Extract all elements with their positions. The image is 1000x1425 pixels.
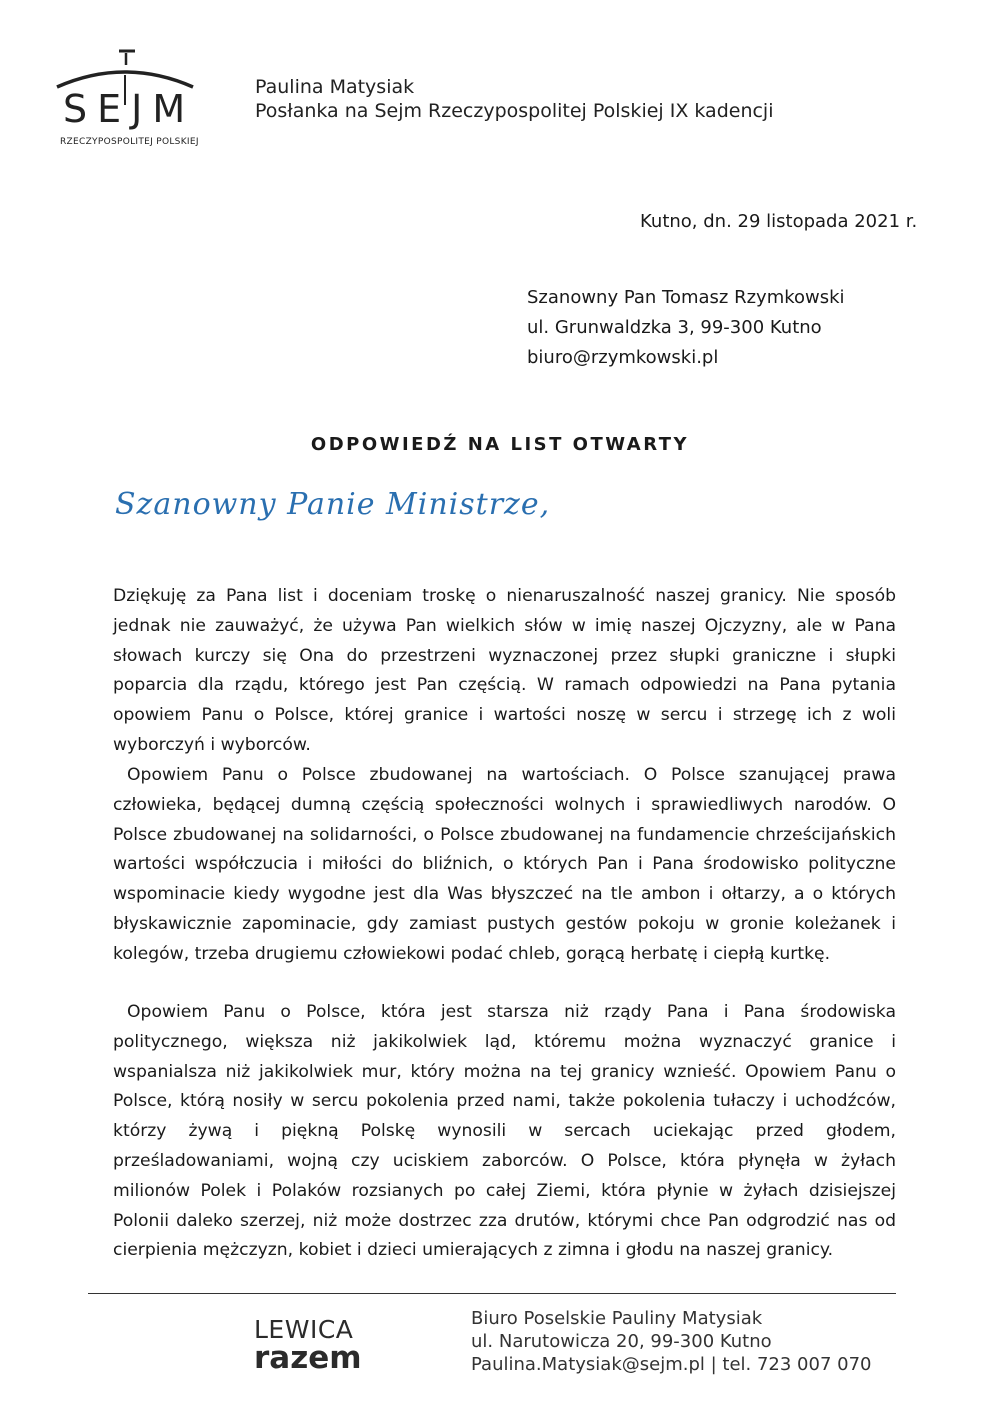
- date-line: Kutno, dn. 29 listopada 2021 r.: [640, 211, 918, 232]
- body-paragraph-3: Opowiem Panu o Polsce, która jest starsza niż rządy Pana i Pana środowiska politycznego, większa niż jakikolwiek ląd, któremu można wyznaczyć granice i wspanialsza niż jakikolwiek mur, który można na tej granicy wznieść. Opowiem Panu o Polsce, którą nosiły w sercu pokolenia przed nami, także pokolenia tułaczy i uchodźców, którzy żywą i piękną Polskę wynosili w sercach uciekając przed głodem, prześladowaniami, wojną czy uciskiem zaborców. O Polsce, która płynęła w żyłach milionów Polek i Polaków rozsianych po całej Ziemi, która płynie w żyłach dzisiejszej Polonii daleko szerzej, niż może dostrzec zza drutów, którymi chce Pan odgrodzić nas od cierpienia mężczyzn, kobiet i dzieci umierających z zimna i głodu na naszej granicy.: [113, 1002, 896, 1261]
- recipient-email: biuro@rzymkowski.pl: [527, 347, 719, 368]
- handwritten-greeting: Szanowny Panie Ministrze,: [115, 487, 551, 522]
- office-street: ul. Narutowicza 20, 99-300 Kutno: [471, 1331, 772, 1352]
- body-paragraph-1: Dziękuję za Pana list i doceniam troskę o nienaruszalność naszej granicy. Nie sposób jednak nie zauważyć, że używa Pan wielkich słów w imię naszej Ojczyzny, ale w Pana słowach kurczy się Ona do przestrzeni wyznaczonej przez słupki graniczne i słupki poparcia dla rządu, którego jest Pan częścią. W ramach odpowiedzi na Pana pytania opowiem Panu o Polsce, której granice i wartości noszę w sercu i strzegę ich z woli wyborczyń i wyborców.: [113, 586, 896, 755]
- party-logo-line2: razem: [254, 1340, 362, 1376]
- body-paragraph-2: Opowiem Panu o Polsce zbudowanej na wartościach. O Polsce szanującej prawa człowieka, będącej dumną częścią społeczności wolnych i sprawiedliwych narodów. O Polsce zbudowanej na solidarności, o Polsce zbudowanej na fundamencie chrześcijańskich wartości współczucia i miłości do bliźnich, o których Pan i Pana środowisko polityczne wspominacie kiedy wygodne jest dla Was błyszczeć na tle ambon i ołtarzy, a o których błyskawicznie zapominacie, gdy zamiast pustych gestów pokoju w gronie koleżanek i kolegów, trzeba drugiemu człowiekowi podać chleb, gorącą herbatę i ciepłą kurtkę.: [113, 765, 896, 964]
- logo-word: SEJM: [63, 87, 196, 131]
- office-name: Biuro Poselskie Pauliny Matysiak: [471, 1308, 763, 1329]
- sejm-logo: [55, 45, 205, 155]
- recipient-address: ul. Grunwaldzka 3, 99-300 Kutno: [527, 317, 822, 338]
- office-contact: Paulina.Matysiak@sejm.pl | tel. 723 007 070: [471, 1354, 872, 1375]
- logo-subtitle: RZECZYPOSPOLITEJ POLSKIEJ: [60, 137, 199, 147]
- author-name: Paulina Matysiak: [255, 76, 415, 98]
- party-logo-line1: LEWICA: [254, 1315, 354, 1344]
- letter-title: ODPOWIEDŹ NA LIST OTWARTY: [310, 434, 690, 455]
- recipient-name: Szanowny Pan Tomasz Rzymkowski: [527, 287, 845, 308]
- author-title: Posłanka na Sejm Rzeczypospolitej Polskiej IX kadencji: [255, 100, 774, 122]
- letterhead-author: [255, 75, 774, 123]
- office-address: [471, 1307, 871, 1376]
- footer-divider: [88, 1293, 896, 1294]
- party-logo: [254, 1315, 362, 1376]
- recipient-block: [527, 283, 845, 373]
